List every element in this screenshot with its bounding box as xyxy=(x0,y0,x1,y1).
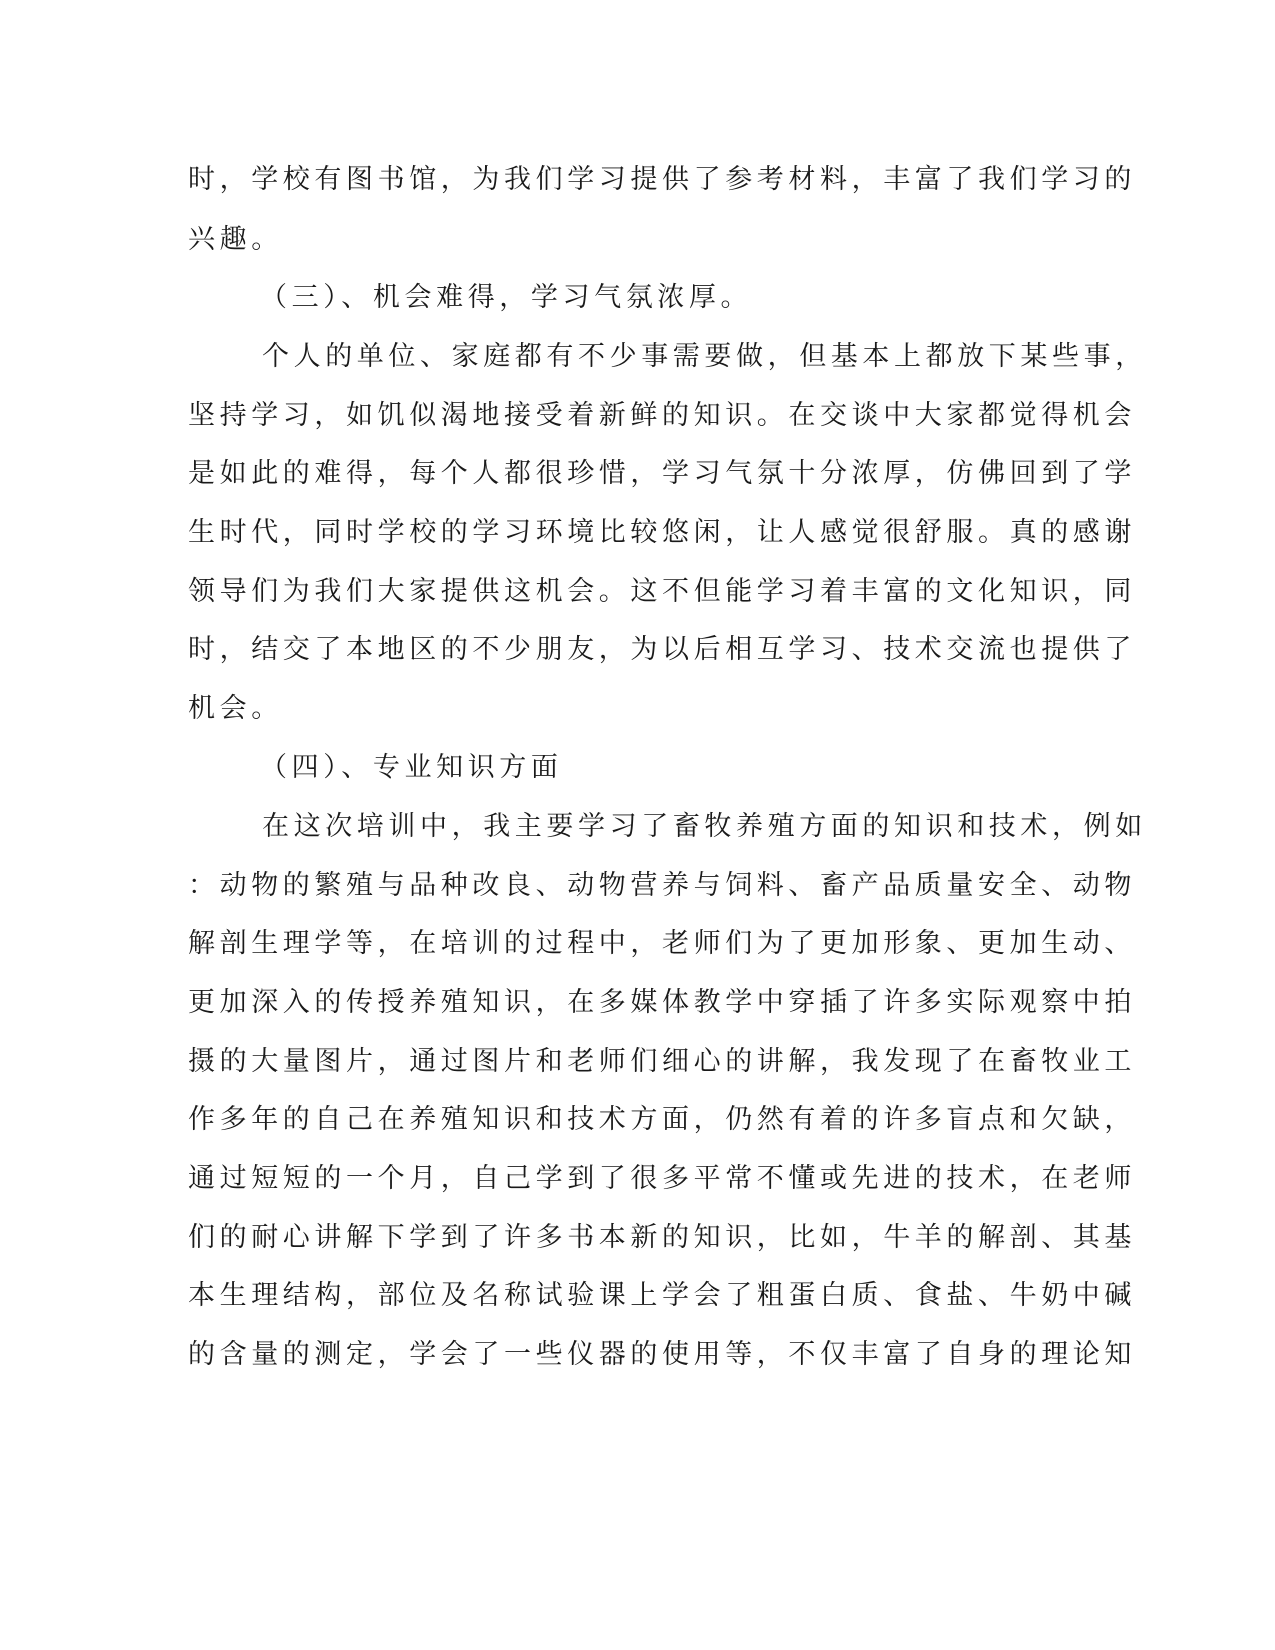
paragraph-line: 坚持学习，如饥似渴地接受着新鲜的知识。在交谈中大家都觉得机会 xyxy=(188,400,1136,431)
paragraph-line: 机会。 xyxy=(188,693,283,724)
paragraph-line: 是如此的难得，每个人都很珍惜，学习气氛十分浓厚，仿佛回到了学 xyxy=(188,458,1136,489)
paragraph-line: 通过短短的一个月，自己学到了很多平常不懂或先进的技术，在老师 xyxy=(188,1163,1136,1194)
section-heading-3: （三）、机会难得，学习气氛浓厚。 xyxy=(260,282,753,313)
paragraph-line: 更加深入的传授养殖知识，在多媒体教学中穿插了许多实际观察中拍 xyxy=(188,987,1136,1018)
paragraph-line: 时，学校有图书馆，为我们学习提供了参考材料，丰富了我们学习的 xyxy=(188,164,1136,195)
paragraph-line: ：动物的繁殖与品种改良、动物营养与饲料、畜产品质量安全、动物 xyxy=(188,870,1136,901)
paragraph-line: 领导们为我们大家提供这机会。这不但能学习着丰富的文化知识，同 xyxy=(188,576,1136,607)
paragraph-line: 个人的单位、家庭都有不少事需要做，但基本上都放下某些事， xyxy=(262,341,1147,372)
paragraph-line: 时，结交了本地区的不少朋友，为以后相互学习、技术交流也提供了 xyxy=(188,634,1136,665)
paragraph-line: 作多年的自己在养殖知识和技术方面，仍然有着的许多盲点和欠缺， xyxy=(188,1104,1136,1135)
paragraph-line: 本生理结构，部位及名称试验课上学会了粗蛋白质、食盐、牛奶中碱 xyxy=(188,1280,1136,1311)
paragraph-line: 摄的大量图片，通过图片和老师们细心的讲解，我发现了在畜牧业工 xyxy=(188,1046,1136,1077)
paragraph-line: 在这次培训中，我主要学习了畜牧养殖方面的知识和技术，例如 xyxy=(262,811,1147,842)
paragraph-line: 的含量的测定，学会了一些仪器的使用等，不仅丰富了自身的理论知 xyxy=(188,1339,1136,1370)
paragraph-line: 们的耐心讲解下学到了许多书本新的知识，比如，牛羊的解剖、其基 xyxy=(188,1222,1136,1253)
section-heading-4: （四）、专业知识方面 xyxy=(260,752,563,783)
paragraph-line: 生时代，同时学校的学习环境比较悠闲，让人感觉很舒服。真的感谢 xyxy=(188,517,1136,548)
paragraph-line: 解剖生理学等，在培训的过程中，老师们为了更加形象、更加生动、 xyxy=(188,928,1136,959)
paragraph-line: 兴趣。 xyxy=(188,224,283,255)
